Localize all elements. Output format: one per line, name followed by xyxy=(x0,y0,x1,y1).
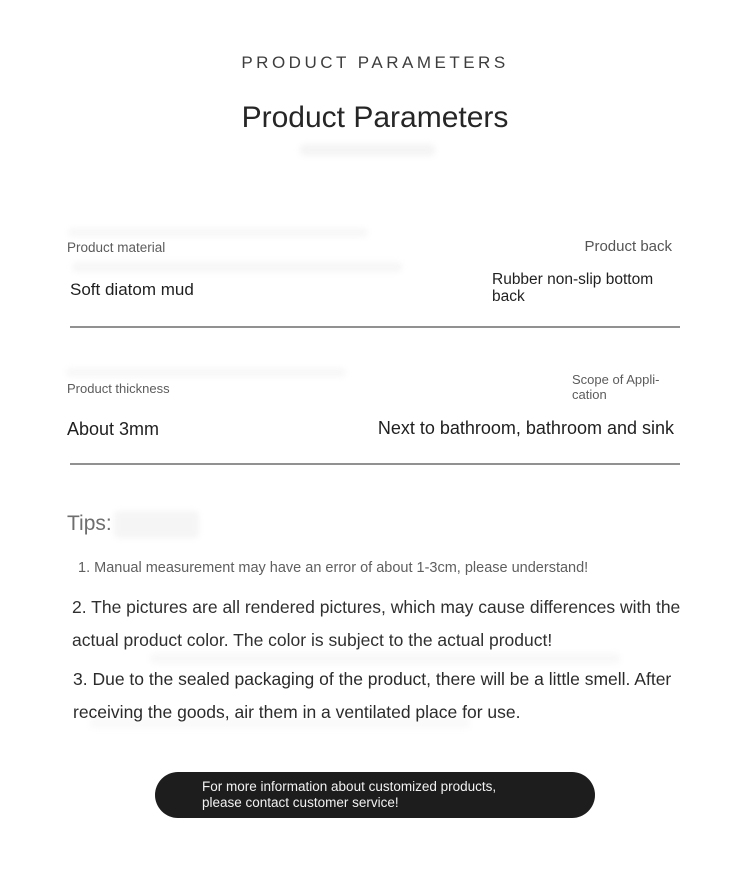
page-title: Product Parameters xyxy=(241,101,509,134)
divider-line xyxy=(70,326,680,328)
watermark-smudge xyxy=(66,368,346,377)
tip-item-2: 2. The pictures are all rendered pictures, which may cause differences with the actual product color. The color is subject to the actual product! xyxy=(72,597,681,650)
tip-item-1: 1. Manual measurement may have an error of about 1-3cm, please understand! xyxy=(78,560,589,576)
watermark-smudge xyxy=(68,228,368,237)
watermark-smudge xyxy=(300,144,435,156)
watermark-smudge xyxy=(114,511,199,538)
spec-label-product-material: Product material xyxy=(67,240,166,255)
spec-value-product-thickness: About 3mm xyxy=(67,419,160,439)
customer-service-notice-pill xyxy=(155,772,595,818)
spec-value-product-back: Rubber non-slip bottom back xyxy=(492,271,654,305)
spec-value-scope-of-application: Next to bathroom, bathroom and sink xyxy=(377,418,674,438)
tips-heading: Tips: xyxy=(67,512,112,535)
divider-line xyxy=(70,463,680,465)
spec-label-scope-of-application: Scope of Appli-cation xyxy=(572,372,660,402)
spec-value-product-material: Soft diatom mud xyxy=(70,280,194,299)
watermark-smudge xyxy=(72,262,402,272)
spec-label-product-back: Product back xyxy=(584,238,672,255)
spec-label-product-thickness: Product thickness xyxy=(67,381,170,396)
customer-service-notice-text: For more information about customized products, please contact customer service! xyxy=(202,779,497,810)
eyebrow-heading: PRODUCT PARAMETERS xyxy=(241,53,509,72)
tip-item-3: 3. Due to the sealed packaging of the product, there will be a little smell. After receiving the goods, air them in a ventilated place for use. xyxy=(73,669,672,722)
